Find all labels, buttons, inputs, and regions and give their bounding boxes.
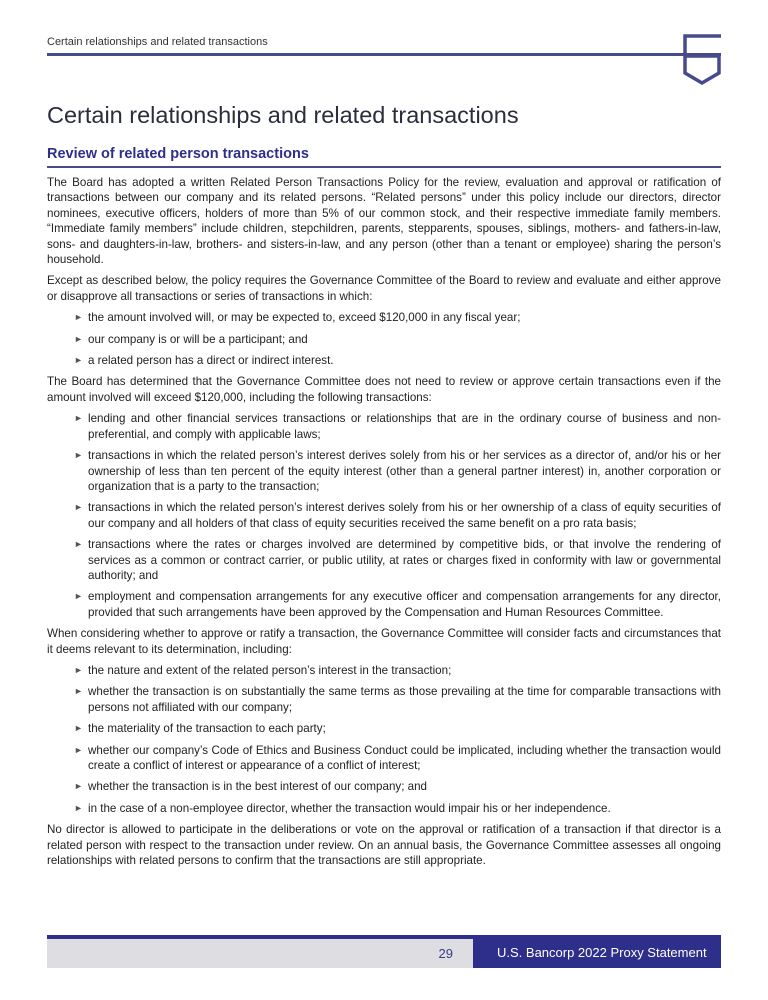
- shield-logo-icon: [681, 34, 723, 86]
- page-title: Certain relationships and related transactions: [47, 102, 519, 128]
- list-item: [47, 353, 721, 368]
- list-item-text: whether our company’s Code of Ethics and Business Conduct could be implicated, including whether the transaction would create a conflict of interest or appearance of a conflict of interest;: [88, 743, 721, 772]
- bullet-arrow-icon: ►: [74, 781, 83, 792]
- bullet-arrow-icon: ►: [74, 413, 83, 424]
- list-item-text: a related person has a direct or indirect interest.: [88, 354, 334, 368]
- bullet-arrow-icon: ►: [74, 723, 83, 734]
- list-item: [47, 537, 721, 583]
- section-heading: Review of related person transactions: [47, 146, 721, 168]
- considerations-list: [47, 663, 721, 816]
- footer-page-box: [47, 939, 473, 968]
- paragraph: No director is allowed to participate in the deliberations or vote on the approval or ratification of a transaction if that director is a related person with respect to the transaction under review. On an annual basis, the Governance Committee assesses all ongoing relationships with related persons to confirm that the transactions are still appropriate.: [47, 823, 721, 868]
- bullet-arrow-icon: ►: [74, 591, 83, 602]
- list-item: [47, 779, 721, 794]
- bullet-arrow-icon: ►: [74, 333, 83, 344]
- body-text: [47, 175, 721, 874]
- list-item: [47, 684, 721, 715]
- list-item-text: the materiality of the transaction to each party;: [88, 722, 326, 736]
- footer-publication: U.S. Bancorp 2022 Proxy Statement: [473, 935, 721, 968]
- bullet-arrow-icon: ►: [74, 502, 83, 513]
- list-item: [47, 332, 721, 347]
- bullet-arrow-icon: ►: [74, 744, 83, 755]
- exempt-transactions-list: [47, 411, 721, 620]
- page-footer: [47, 935, 721, 968]
- bullet-arrow-icon: ►: [74, 539, 83, 550]
- bullet-arrow-icon: ►: [74, 686, 83, 697]
- list-item: [47, 500, 721, 531]
- list-item-text: lending and other financial services transactions or relationships that are in the ordinary course of business and non-preferential, and comply with applicable laws;: [88, 412, 721, 441]
- list-item: [47, 411, 721, 442]
- bullet-arrow-icon: ►: [74, 664, 83, 675]
- list-item: [47, 589, 721, 620]
- list-item: [47, 721, 721, 736]
- list-item-text: the nature and extent of the related person’s interest in the transaction;: [88, 663, 452, 677]
- list-item-text: transactions in which the related person’s interest derives solely from his or her ownership of a class of equity securities of our company and all holders of that class of equity securities received the same benefit on a pro rata basis;: [88, 501, 721, 530]
- list-item: [47, 743, 721, 774]
- paragraph: When considering whether to approve or ratify a transaction, the Governance Committee will consider facts and circumstances that it deems relevant to its determination, including:: [47, 627, 721, 656]
- paragraph: The Board has adopted a written Related Person Transactions Policy for the review, evaluation and approval or ratification of transactions between our company and its related persons. “Related persons” under this policy include our directors, director nominees, executive officers, holders of more than 5% of our common stock, and their respective immediate family members. “Immediate family members” include children, stepchildren, parents, stepparents, spouses, siblings, mothers- and fathers-in-law, sons- and daughters-in-law, brothers- and sisters-in-law, and any person (other than a tenant or employee) sharing the person’s household.: [47, 176, 721, 267]
- bullet-arrow-icon: ►: [74, 802, 83, 813]
- list-item-text: in the case of a non-employee director, whether the transaction would impair his or her independence.: [88, 801, 611, 815]
- bullet-arrow-icon: ►: [74, 312, 83, 323]
- bullet-arrow-icon: ►: [74, 355, 83, 366]
- list-item: [47, 801, 721, 816]
- list-item-text: employment and compensation arrangements for any executive officer and compensation arrangements for any director, provided that such arrangements have been approved by the Compensation and Human Resources Committee.: [88, 590, 721, 619]
- list-item-text: transactions where the rates or charges involved are determined by competitive bids, or that involve the rendering of services as a common or contract carrier, or public utility, at rates or charges fixed in conformity with law or governmental authority; and: [88, 538, 721, 582]
- list-item: [47, 663, 721, 678]
- paragraph: Except as described below, the policy requires the Governance Committee of the Board to review and evaluate and either approve or disapprove all transactions or series of transactions in which:: [47, 274, 721, 303]
- list-item-text: the amount involved will, or may be expected to, exceed $120,000 in any fiscal year;: [88, 311, 521, 325]
- list-item: [47, 310, 721, 325]
- list-item-text: transactions in which the related person’s interest derives solely from his or her services as a director of, and/or his or her ownership of less than ten percent of the equity interest (other than a general partner interest) in, another corporation or organization that is a party to the transaction;: [88, 449, 721, 493]
- list-item: [47, 448, 721, 494]
- criteria-list: [47, 310, 721, 368]
- paragraph: The Board has determined that the Governance Committee does not need to review or approve certain transactions even if the amount involved will exceed $120,000, including the following transactions:: [47, 375, 721, 404]
- header-rule: [47, 53, 721, 56]
- list-item-text: whether the transaction is in the best interest of our company; and: [88, 780, 427, 794]
- bullet-arrow-icon: ►: [74, 450, 83, 461]
- list-item-text: our company is or will be a participant; and: [88, 332, 308, 346]
- list-item-text: whether the transaction is on substantially the same terms as those prevailing at the time for comparable transactions with persons not affiliated with our company;: [88, 685, 721, 714]
- page-number: 29: [438, 946, 453, 961]
- running-header: Certain relationships and related transactions: [47, 36, 268, 48]
